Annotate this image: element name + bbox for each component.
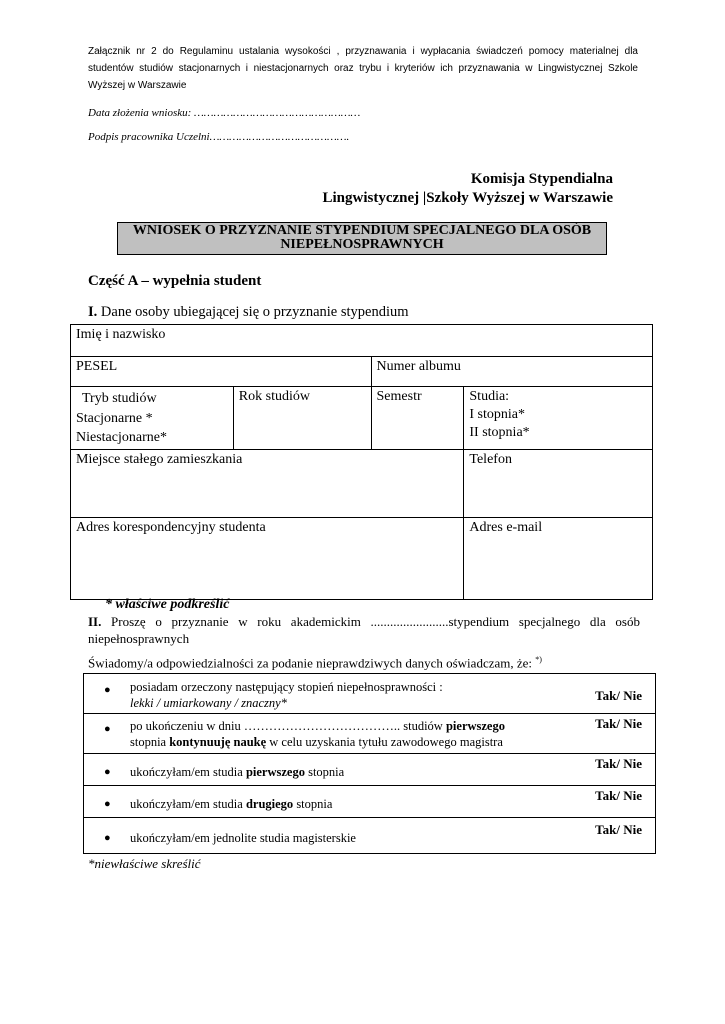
phone-field[interactable] [464, 449, 653, 517]
declaration-text [88, 655, 542, 671]
phone-label: Telefon [469, 451, 512, 467]
study-year-field[interactable] [233, 387, 371, 450]
bullet-icon: ● [104, 798, 111, 810]
correspondence-address-field[interactable] [71, 517, 464, 599]
study-level-second[interactable]: II stopnia* [469, 425, 530, 440]
statement-2-text-a: po ukończeniu w dniu ……………………………….. studiów [130, 719, 446, 733]
album-number-field[interactable] [371, 357, 652, 387]
form-title-line2: NIEPEŁNOSPRAWNYCH [280, 237, 444, 252]
statement-2-text-c: stopnia [130, 735, 170, 749]
study-level-label: Studia: [469, 389, 510, 404]
section-1-heading [88, 304, 409, 321]
statement-second-degree [84, 786, 656, 818]
statement-3-text-c: stopnia [304, 765, 345, 779]
statement-disability-degree [84, 674, 656, 714]
strike-note: *niewłaściwe skreślić [88, 856, 201, 871]
name-label: Imię i nazwisko [76, 327, 166, 342]
bullet-icon: ● [104, 832, 111, 844]
section-2-number: II. [88, 614, 102, 629]
permanent-address-field[interactable] [71, 449, 464, 517]
statement-2-text-b: pierwszego [445, 719, 505, 733]
bullet-icon: ● [104, 684, 111, 696]
statement-4-text-a: ukończyłam/em studia [130, 797, 246, 811]
section-2-paragraph [88, 613, 640, 647]
study-level-field[interactable] [464, 387, 653, 450]
album-number-label: Numer albumu [376, 359, 461, 374]
study-year-label: Rok studiów [238, 389, 310, 404]
statement-4-answer[interactable]: Tak/ Nie [595, 788, 642, 803]
statement-2-text-d: kontynuuję naukę [169, 735, 267, 749]
pesel-field[interactable] [71, 357, 372, 387]
permanent-address-label: Miejsce stałego zamieszkania [76, 451, 243, 467]
pesel-label: PESEL [76, 359, 118, 374]
statement-2-answer[interactable]: Tak/ Nie [595, 716, 642, 731]
statement-3-text-b: pierwszego [245, 765, 305, 779]
study-mode-part-time[interactable]: Niestacjonarne* [76, 430, 167, 445]
part-a-heading: Część A – wypełnia student [88, 273, 262, 289]
statement-2-text-e: w celu uzyskania tytułu zawodowego magistra [266, 735, 503, 749]
commission-school: Lingwistycznej |Szkoły Wyższej w Warszawie [322, 190, 613, 206]
statement-4-text-c: stopnia [293, 797, 333, 811]
statement-3-text-a: ukończyłam/em studia [130, 765, 246, 779]
student-data-table [70, 324, 653, 600]
section-2-text: Proszę o przyznanie w roku akademickim ........................stypendium specjalnego dla osób niepełnosprawnych [88, 614, 640, 646]
study-level-first[interactable]: I stopnia* [469, 407, 525, 422]
name-field[interactable] [71, 325, 653, 357]
employee-signature-line: Podpis pracownika Uczelni……………………………………. [88, 131, 350, 143]
semester-label: Semestr [376, 389, 422, 404]
statement-5-text: ukończyłam/em jednolite studia magisterskie [130, 831, 356, 845]
semester-field[interactable] [371, 387, 464, 450]
study-mode-full-time[interactable]: Stacjonarne * [76, 410, 153, 426]
statement-continuation [84, 714, 656, 754]
email-field[interactable] [464, 517, 653, 599]
correspondence-address-label: Adres korespondencyjny studenta [76, 519, 266, 535]
submission-date-line: Data złożenia wniosku: …………………………………………… [88, 107, 361, 119]
disability-degree-options[interactable]: lekki / umiarkowany / znaczny* [130, 696, 287, 710]
study-mode-label: Tryb studiów [82, 391, 157, 406]
statement-1-text: posiadam orzeczony następujący stopień niepełnosprawności : [130, 680, 443, 694]
declarations-table [83, 673, 656, 854]
declaration-sentence: Świadomy/a odpowiedzialności za podanie nieprawdziwych danych oświadczam, że: [88, 655, 536, 671]
declaration-footnote-mark: *) [535, 655, 542, 664]
statement-first-degree [84, 754, 656, 786]
bullet-icon: ● [104, 766, 111, 778]
statement-5-answer[interactable]: Tak/ Nie [595, 822, 642, 837]
underline-note: * właściwe podkreślić [105, 597, 230, 612]
study-mode-field[interactable] [71, 387, 234, 450]
statement-uniform-masters [84, 818, 656, 854]
bullet-icon: ● [104, 723, 111, 735]
form-title-line1: WNIOSEK O PRZYZNANIE STYPENDIUM SPECJALNEGO DLA OSÓB [132, 223, 592, 238]
statement-1-answer[interactable]: Tak/ Nie [595, 688, 642, 703]
email-label: Adres e-mail [469, 519, 543, 535]
section-1-text: Dane osoby ubiegającej się o przyznanie stypendium [97, 304, 409, 320]
statement-4-text-b: drugiego [245, 797, 294, 811]
form-title [117, 222, 607, 255]
statement-3-answer[interactable]: Tak/ Nie [595, 756, 642, 771]
attachment-note: Załącznik nr 2 do Regulaminu ustalania wysokości , przyznawania i wypłacania świadczeń pomocy materialnej dla studentów studiów stacjonarnych i niestacjonarnych oraz trybu i kryteriów ich przyznawania w Lingwistycznej Szkole Wyższej w Warszawie [88, 46, 638, 91]
section-1-number: I. [88, 304, 98, 320]
commission-name: Komisja Stypendialna [470, 171, 613, 187]
